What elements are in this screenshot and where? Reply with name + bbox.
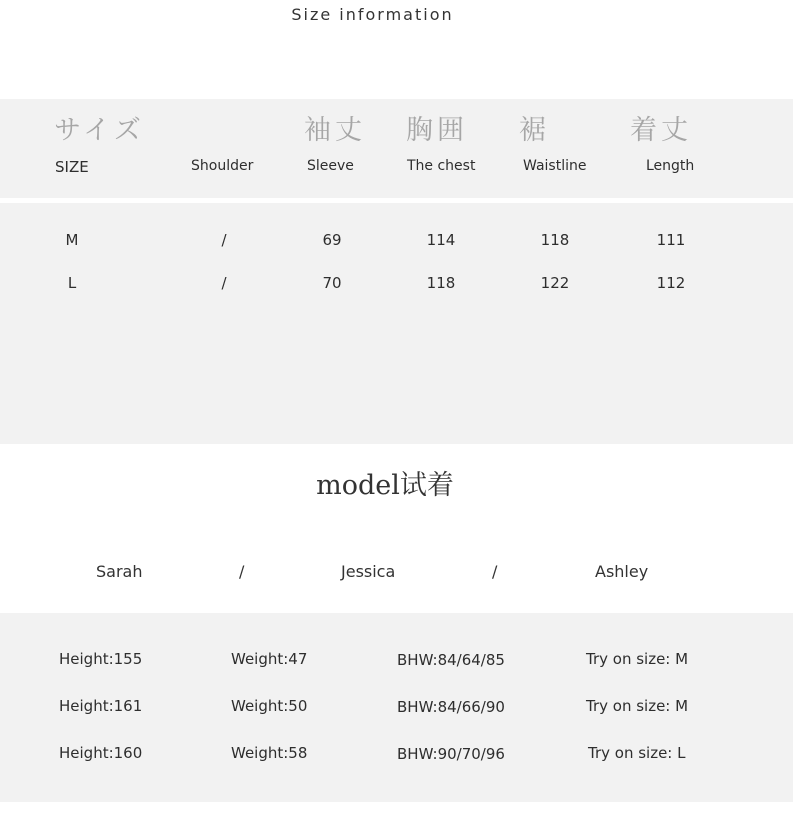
cell-length: 112 (656, 274, 686, 292)
header-sleeve: Sleeve (307, 158, 354, 174)
header-shoulder: Shoulder (191, 158, 254, 174)
model-name-ashley: Ashley (595, 562, 649, 581)
model-try-on-size: Try on size: M (586, 650, 689, 668)
name-separator: / (239, 562, 245, 581)
jp-header-length: 着丈 (630, 115, 692, 146)
model-weight: Weight:58 (231, 744, 308, 762)
model-weight: Weight:50 (231, 697, 308, 715)
model-try-on-size: Try on size: M (586, 697, 689, 715)
cell-length: 111 (656, 231, 686, 249)
cell-shoulder: / (221, 274, 227, 292)
cell-sleeve: 69 (322, 231, 342, 249)
header-length: Length (646, 158, 695, 174)
model-height: Height:155 (59, 650, 143, 668)
model-try-on-size: Try on size: L (588, 744, 686, 762)
model-name-sarah: Sarah (96, 562, 143, 581)
cell-shoulder: / (221, 231, 227, 249)
model-bhw: BHW:84/66/90 (397, 698, 505, 716)
model-section-title: model试着 (316, 470, 454, 501)
header-waistline: Waistline (523, 158, 587, 174)
cell-size: M (65, 231, 79, 249)
cell-sleeve: 70 (322, 274, 342, 292)
page-title: Size information (291, 5, 454, 24)
model-bhw: BHW:84/64/85 (397, 651, 505, 669)
cell-chest: 118 (426, 274, 456, 292)
header-size: SIZE (55, 158, 89, 176)
name-separator: / (492, 562, 498, 581)
model-height: Height:161 (59, 697, 143, 715)
jp-header-hem: 裾 (519, 115, 550, 146)
cell-chest: 114 (426, 231, 456, 249)
cell-size: L (67, 274, 77, 292)
jp-header-chest: 胸囲 (406, 115, 468, 146)
jp-header-sleeve: 袖丈 (304, 115, 366, 146)
cell-waistline: 118 (540, 231, 570, 249)
model-weight: Weight:47 (231, 650, 308, 668)
model-name-jessica: Jessica (341, 562, 396, 581)
model-height: Height:160 (59, 744, 143, 762)
jp-header-size: サイズ (54, 115, 145, 146)
model-bhw: BHW:90/70/96 (397, 745, 505, 763)
header-chest: The chest (407, 158, 476, 174)
cell-waistline: 122 (540, 274, 570, 292)
